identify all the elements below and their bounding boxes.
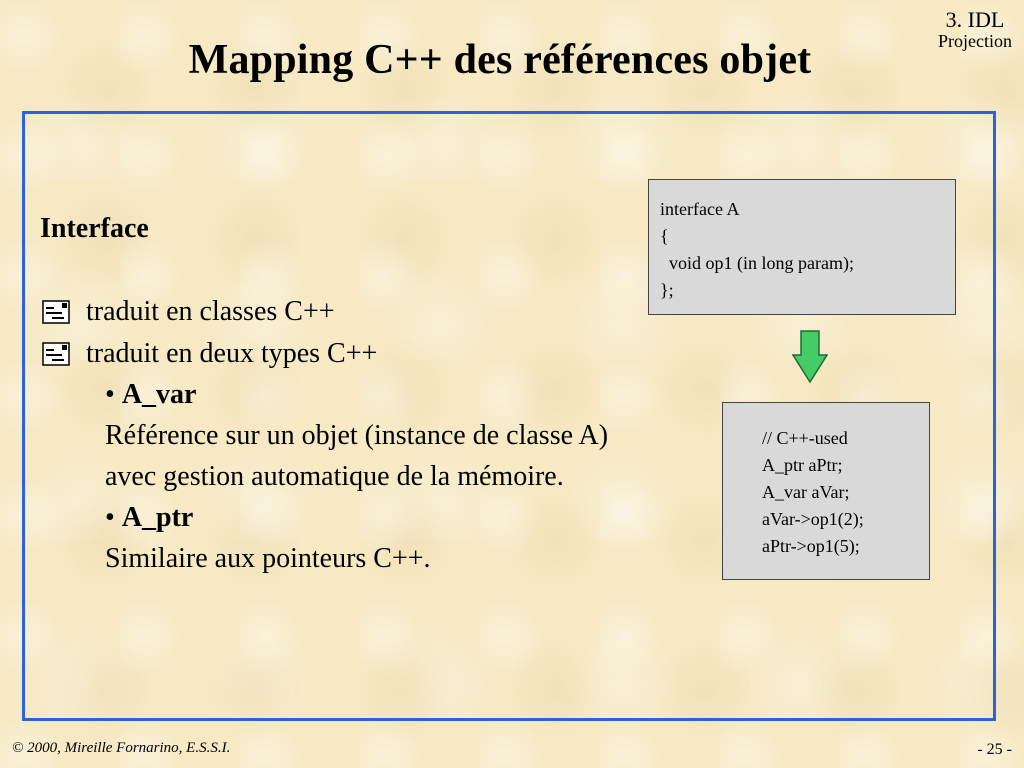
bullet-item: [42, 296, 335, 328]
idl-code-box: [648, 179, 956, 315]
a-var-bullet: •: [105, 379, 115, 410]
a-var-desc-1: Référence sur un objet (instance de classe A): [105, 420, 609, 451]
interface-heading: Interface: [40, 213, 149, 244]
code-line: interface A: [660, 199, 740, 219]
a-ptr-desc: Similaire aux pointeurs C++.: [105, 543, 431, 574]
code-line: A_var aVar;: [762, 482, 850, 502]
a-var-name: A_var: [121, 379, 197, 410]
copyright-footer: © 2000, Mireille Fornarino, E.S.S.I.: [12, 740, 231, 756]
code-line: aVar->op1(2);: [762, 509, 864, 529]
bullet-text: traduit en deux types C++: [86, 338, 378, 369]
document-icon: [42, 342, 70, 366]
bullet-text: traduit en classes C++: [86, 296, 335, 327]
slide-title: Mapping C++ des références objet: [188, 37, 812, 83]
code-line: void op1 (in long param);: [660, 253, 854, 273]
section-tag: [938, 8, 1012, 52]
code-line: // C++-used: [762, 428, 848, 448]
subsection-label: Projection: [938, 31, 1012, 52]
section-label: 3. IDL: [945, 7, 1005, 32]
cpp-code-box: [722, 402, 930, 580]
page-number: - 25 -: [977, 741, 1012, 758]
a-ptr-bullet: •: [105, 502, 115, 533]
code-line: A_ptr aPtr;: [762, 455, 843, 475]
down-arrow-icon: [792, 330, 828, 384]
a-ptr-name: A_ptr: [121, 502, 194, 533]
document-icon: [42, 300, 70, 324]
code-line: {: [660, 226, 669, 246]
bullet-item: [42, 338, 377, 370]
a-ptr-item: [105, 502, 193, 534]
code-line: aPtr->op1(5);: [762, 536, 860, 556]
code-line: };: [660, 280, 674, 300]
a-var-item: [105, 379, 196, 411]
a-var-desc-2: avec gestion automatique de la mémoire.: [105, 461, 564, 492]
